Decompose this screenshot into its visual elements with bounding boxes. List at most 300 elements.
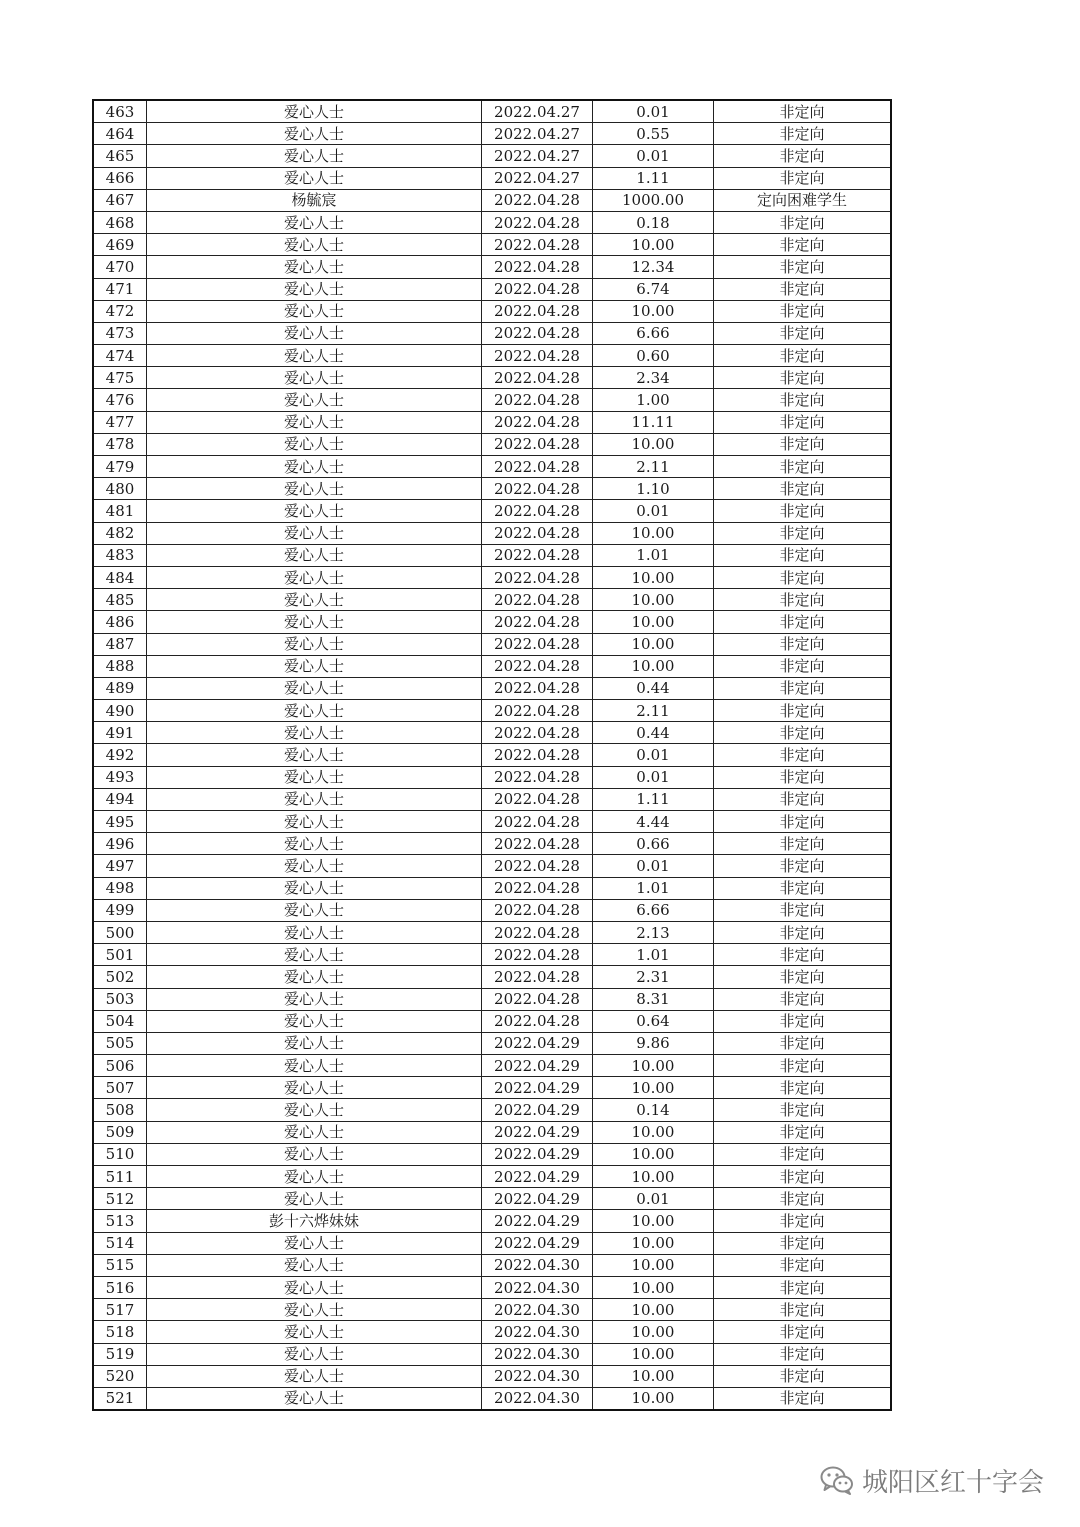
- donation-date: 2022.04.30: [482, 1321, 593, 1343]
- donation-date: 2022.04.29: [482, 1121, 593, 1143]
- donation-amount: 0.44: [593, 722, 714, 744]
- row-number: 498: [93, 877, 147, 899]
- donor-name: 杨毓宸: [147, 189, 482, 211]
- donation-type: 非定向: [714, 522, 892, 544]
- table-row: [93, 1188, 891, 1210]
- donation-amount: 10.00: [593, 522, 714, 544]
- table-row: [93, 966, 891, 988]
- donation-type: 非定向: [714, 1010, 892, 1032]
- donation-type: 非定向: [714, 100, 892, 123]
- table-row: [93, 145, 891, 167]
- donation-date: 2022.04.30: [482, 1365, 593, 1387]
- donation-type: 非定向: [714, 611, 892, 633]
- row-number: 505: [93, 1032, 147, 1054]
- donor-name: 爱心人士: [147, 833, 482, 855]
- donation-type: 非定向: [714, 300, 892, 322]
- donation-date: 2022.04.28: [482, 278, 593, 300]
- row-number: 478: [93, 433, 147, 455]
- row-number: 486: [93, 611, 147, 633]
- table-row: [93, 367, 891, 389]
- donation-type: 非定向: [714, 633, 892, 655]
- donation-amount: 10.00: [593, 433, 714, 455]
- row-number: 496: [93, 833, 147, 855]
- table-row: [93, 433, 891, 455]
- donation-amount: 10.00: [593, 1166, 714, 1188]
- donation-type: 非定向: [714, 1299, 892, 1321]
- donation-date: 2022.04.28: [482, 766, 593, 788]
- donation-amount: 10.00: [593, 1321, 714, 1343]
- row-number: 487: [93, 633, 147, 655]
- donation-amount: 0.66: [593, 833, 714, 855]
- donation-date: 2022.04.29: [482, 1055, 593, 1077]
- row-number: 509: [93, 1121, 147, 1143]
- donation-type: 非定向: [714, 411, 892, 433]
- donation-amount: 0.64: [593, 1010, 714, 1032]
- row-number: 504: [93, 1010, 147, 1032]
- donation-date: 2022.04.28: [482, 300, 593, 322]
- donor-name: 爱心人士: [147, 1077, 482, 1099]
- table-row: [93, 1299, 891, 1321]
- donation-type: 非定向: [714, 256, 892, 278]
- donation-type: 非定向: [714, 145, 892, 167]
- donation-date: 2022.04.27: [482, 145, 593, 167]
- donation-date: 2022.04.28: [482, 655, 593, 677]
- donor-name: 爱心人士: [147, 234, 482, 256]
- table-row: [93, 411, 891, 433]
- row-number: 482: [93, 522, 147, 544]
- donation-date: 2022.04.30: [482, 1387, 593, 1410]
- donation-amount: 8.31: [593, 988, 714, 1010]
- donation-amount: 1.00: [593, 389, 714, 411]
- donation-type: 非定向: [714, 544, 892, 566]
- table-row: [93, 566, 891, 588]
- row-number: 472: [93, 300, 147, 322]
- row-number: 481: [93, 500, 147, 522]
- donor-name: 爱心人士: [147, 100, 482, 123]
- table-row: [93, 788, 891, 810]
- donation-type: 非定向: [714, 1343, 892, 1365]
- donation-type: 非定向: [714, 1099, 892, 1121]
- table-row: [93, 811, 891, 833]
- donor-name: 爱心人士: [147, 278, 482, 300]
- table-row: [93, 1032, 891, 1054]
- donor-name: 爱心人士: [147, 722, 482, 744]
- table-row: [93, 478, 891, 500]
- donor-name: 爱心人士: [147, 677, 482, 699]
- donation-type: 非定向: [714, 966, 892, 988]
- donor-name: 爱心人士: [147, 988, 482, 1010]
- donor-name: 爱心人士: [147, 478, 482, 500]
- donor-name: 爱心人士: [147, 1188, 482, 1210]
- donation-date: 2022.04.27: [482, 100, 593, 123]
- donation-type: 非定向: [714, 1210, 892, 1232]
- row-number: 497: [93, 855, 147, 877]
- donor-name: 爱心人士: [147, 256, 482, 278]
- table-row: [93, 234, 891, 256]
- donation-amount: 10.00: [593, 234, 714, 256]
- row-number: 466: [93, 167, 147, 189]
- donation-date: 2022.04.29: [482, 1032, 593, 1054]
- donation-amount: 10.00: [593, 611, 714, 633]
- table-row: [93, 655, 891, 677]
- donation-date: 2022.04.28: [482, 589, 593, 611]
- donation-amount: 2.34: [593, 367, 714, 389]
- donation-amount: 11.11: [593, 411, 714, 433]
- donation-type: 非定向: [714, 1121, 892, 1143]
- donation-date: 2022.04.28: [482, 966, 593, 988]
- donation-amount: 10.00: [593, 1276, 714, 1298]
- table-row: [93, 544, 891, 566]
- row-number: 494: [93, 788, 147, 810]
- table-row: [93, 1276, 891, 1298]
- table-row: [93, 389, 891, 411]
- donor-name: 爱心人士: [147, 1254, 482, 1276]
- donation-amount: 0.60: [593, 345, 714, 367]
- donor-name: 爱心人士: [147, 589, 482, 611]
- donation-type: 非定向: [714, 389, 892, 411]
- table-row: [93, 500, 891, 522]
- donation-type: 非定向: [714, 1254, 892, 1276]
- donation-date: 2022.04.28: [482, 566, 593, 588]
- donation-amount: 10.00: [593, 633, 714, 655]
- row-number: 500: [93, 921, 147, 943]
- donor-name: 爱心人士: [147, 1143, 482, 1165]
- donation-date: 2022.04.28: [482, 833, 593, 855]
- donor-name: 爱心人士: [147, 433, 482, 455]
- donation-amount: 2.11: [593, 700, 714, 722]
- donation-amount: 1.01: [593, 877, 714, 899]
- donation-date: 2022.04.28: [482, 700, 593, 722]
- donor-name: 爱心人士: [147, 411, 482, 433]
- row-number: 492: [93, 744, 147, 766]
- donation-date: 2022.04.28: [482, 211, 593, 233]
- table-row: [93, 167, 891, 189]
- watermark-text: 城阳区红十字会: [861, 1467, 1044, 1498]
- donation-type: 非定向: [714, 500, 892, 522]
- row-number: 476: [93, 389, 147, 411]
- donor-name: 爱心人士: [147, 655, 482, 677]
- donation-date: 2022.04.28: [482, 722, 593, 744]
- donation-amount: 0.01: [593, 1188, 714, 1210]
- donor-name: 爱心人士: [147, 899, 482, 921]
- table-row: [93, 722, 891, 744]
- donation-date: 2022.04.28: [482, 788, 593, 810]
- donor-name: 爱心人士: [147, 921, 482, 943]
- donor-name: 爱心人士: [147, 300, 482, 322]
- row-number: 519: [93, 1343, 147, 1365]
- donor-name: 爱心人士: [147, 456, 482, 478]
- donor-name: 爱心人士: [147, 788, 482, 810]
- row-number: 521: [93, 1387, 147, 1410]
- table-row: [93, 278, 891, 300]
- donor-name: 爱心人士: [147, 855, 482, 877]
- donation-type: 非定向: [714, 788, 892, 810]
- donation-type: 非定向: [714, 1077, 892, 1099]
- row-number: 499: [93, 899, 147, 921]
- donation-type: 非定向: [714, 722, 892, 744]
- donation-type: 非定向: [714, 700, 892, 722]
- donation-date: 2022.04.28: [482, 611, 593, 633]
- donation-amount: 10.00: [593, 1210, 714, 1232]
- row-number: 468: [93, 211, 147, 233]
- donation-amount: 0.01: [593, 744, 714, 766]
- donation-table: [92, 99, 892, 1411]
- table-row: [93, 633, 891, 655]
- donation-date: 2022.04.28: [482, 234, 593, 256]
- donation-amount: 0.01: [593, 766, 714, 788]
- donation-date: 2022.04.28: [482, 544, 593, 566]
- donation-date: 2022.04.28: [482, 389, 593, 411]
- table-row: [93, 1055, 891, 1077]
- donation-amount: 10.00: [593, 1343, 714, 1365]
- table-row: [93, 1387, 891, 1410]
- row-number: 463: [93, 100, 147, 123]
- donation-type: 非定向: [714, 1276, 892, 1298]
- row-number: 493: [93, 766, 147, 788]
- donation-type: 非定向: [714, 278, 892, 300]
- donation-date: 2022.04.29: [482, 1188, 593, 1210]
- table-row: [93, 1099, 891, 1121]
- row-number: 467: [93, 189, 147, 211]
- table-row: [93, 1365, 891, 1387]
- donation-type: 非定向: [714, 655, 892, 677]
- donation-date: 2022.04.28: [482, 988, 593, 1010]
- donation-amount: 10.00: [593, 300, 714, 322]
- row-number: 480: [93, 478, 147, 500]
- table-row: [93, 855, 891, 877]
- donor-name: 爱心人士: [147, 1010, 482, 1032]
- donation-type: 非定向: [714, 566, 892, 588]
- table-row: [93, 700, 891, 722]
- donor-name: 爱心人士: [147, 1365, 482, 1387]
- donation-date: 2022.04.29: [482, 1143, 593, 1165]
- donor-name: 爱心人士: [147, 1166, 482, 1188]
- donation-amount: 10.00: [593, 589, 714, 611]
- donation-amount: 10.00: [593, 1232, 714, 1254]
- donation-type: 非定向: [714, 1387, 892, 1410]
- donation-amount: 4.44: [593, 811, 714, 833]
- row-number: 507: [93, 1077, 147, 1099]
- donor-name: 爱心人士: [147, 944, 482, 966]
- donation-amount: 10.00: [593, 1055, 714, 1077]
- donor-name: 爱心人士: [147, 145, 482, 167]
- donation-date: 2022.04.27: [482, 123, 593, 145]
- donation-table-body: [93, 100, 891, 1410]
- donor-name: 爱心人士: [147, 544, 482, 566]
- table-row: [93, 988, 891, 1010]
- row-number: 479: [93, 456, 147, 478]
- row-number: 491: [93, 722, 147, 744]
- table-row: [93, 1343, 891, 1365]
- table-row: [93, 256, 891, 278]
- row-number: 512: [93, 1188, 147, 1210]
- table-row: [93, 189, 891, 211]
- row-number: 518: [93, 1321, 147, 1343]
- table-row: [93, 677, 891, 699]
- row-number: 489: [93, 677, 147, 699]
- donation-date: 2022.04.28: [482, 877, 593, 899]
- row-number: 517: [93, 1299, 147, 1321]
- donation-date: 2022.04.28: [482, 855, 593, 877]
- donor-name: 爱心人士: [147, 1276, 482, 1298]
- donation-type: 非定向: [714, 1188, 892, 1210]
- donor-name: 爱心人士: [147, 1099, 482, 1121]
- table-row: [93, 833, 891, 855]
- table-row: [93, 921, 891, 943]
- donation-amount: 0.01: [593, 500, 714, 522]
- donation-type: 非定向: [714, 988, 892, 1010]
- donation-amount: 10.00: [593, 1387, 714, 1410]
- table-row: [93, 766, 891, 788]
- table-row: [93, 944, 891, 966]
- donation-date: 2022.04.29: [482, 1077, 593, 1099]
- donation-amount: 1.01: [593, 944, 714, 966]
- row-number: 515: [93, 1254, 147, 1276]
- donation-type: 非定向: [714, 811, 892, 833]
- donation-date: 2022.04.28: [482, 522, 593, 544]
- donor-name: 彭十六烨妹妹: [147, 1210, 482, 1232]
- table-row: [93, 899, 891, 921]
- donation-amount: 12.34: [593, 256, 714, 278]
- donation-type: 非定向: [714, 1055, 892, 1077]
- row-number: 516: [93, 1276, 147, 1298]
- donation-type: 非定向: [714, 345, 892, 367]
- donor-name: 爱心人士: [147, 1321, 482, 1343]
- donation-date: 2022.04.28: [482, 345, 593, 367]
- donation-type: 非定向: [714, 944, 892, 966]
- table-row: [93, 744, 891, 766]
- donation-type: 非定向: [714, 211, 892, 233]
- donation-type: 非定向: [714, 433, 892, 455]
- table-row: [93, 100, 891, 123]
- donation-amount: 10.00: [593, 1143, 714, 1165]
- table-row: [93, 456, 891, 478]
- row-number: 495: [93, 811, 147, 833]
- table-row: [93, 300, 891, 322]
- donation-date: 2022.04.28: [482, 411, 593, 433]
- donation-type: 非定向: [714, 855, 892, 877]
- donation-amount: 1.11: [593, 788, 714, 810]
- table-row: [93, 1143, 891, 1165]
- donation-date: 2022.04.27: [482, 167, 593, 189]
- donation-date: 2022.04.28: [482, 322, 593, 344]
- donor-name: 爱心人士: [147, 811, 482, 833]
- table-row: [93, 123, 891, 145]
- donation-amount: 10.00: [593, 655, 714, 677]
- donation-date: 2022.04.30: [482, 1276, 593, 1298]
- table-row: [93, 1077, 891, 1099]
- donation-amount: 2.31: [593, 966, 714, 988]
- donation-amount: 10.00: [593, 566, 714, 588]
- table-row: [93, 589, 891, 611]
- row-number: 473: [93, 322, 147, 344]
- row-number: 502: [93, 966, 147, 988]
- donation-date: 2022.04.28: [482, 1010, 593, 1032]
- table-row: [93, 877, 891, 899]
- donation-date: 2022.04.30: [482, 1254, 593, 1276]
- donation-amount: 0.14: [593, 1099, 714, 1121]
- row-number: 469: [93, 234, 147, 256]
- donation-type: 非定向: [714, 1365, 892, 1387]
- row-number: 520: [93, 1365, 147, 1387]
- row-number: 465: [93, 145, 147, 167]
- donation-amount: 9.86: [593, 1032, 714, 1054]
- donor-name: 爱心人士: [147, 389, 482, 411]
- donor-name: 爱心人士: [147, 1055, 482, 1077]
- row-number: 506: [93, 1055, 147, 1077]
- table-row: [93, 345, 891, 367]
- donation-type: 非定向: [714, 1232, 892, 1254]
- donation-type: 非定向: [714, 589, 892, 611]
- donation-amount: 6.66: [593, 899, 714, 921]
- donation-amount: 0.55: [593, 123, 714, 145]
- donor-name: 爱心人士: [147, 766, 482, 788]
- donation-type: 非定向: [714, 1166, 892, 1188]
- table-row: [93, 322, 891, 344]
- donation-type: 非定向: [714, 367, 892, 389]
- donation-type: 非定向: [714, 456, 892, 478]
- donation-amount: 0.18: [593, 211, 714, 233]
- row-number: 471: [93, 278, 147, 300]
- row-number: 475: [93, 367, 147, 389]
- donor-name: 爱心人士: [147, 345, 482, 367]
- donation-type: 非定向: [714, 1032, 892, 1054]
- donation-type: 非定向: [714, 478, 892, 500]
- donation-date: 2022.04.28: [482, 921, 593, 943]
- row-number: 470: [93, 256, 147, 278]
- donor-name: 爱心人士: [147, 1032, 482, 1054]
- donor-name: 爱心人士: [147, 1299, 482, 1321]
- row-number: 488: [93, 655, 147, 677]
- donation-amount: 0.44: [593, 677, 714, 699]
- table-row: [93, 1254, 891, 1276]
- donation-type: 非定向: [714, 1321, 892, 1343]
- table-row: [93, 1210, 891, 1232]
- wechat-icon: [820, 1465, 854, 1495]
- donation-date: 2022.04.29: [482, 1099, 593, 1121]
- donation-date: 2022.04.28: [482, 744, 593, 766]
- donation-type: 非定向: [714, 899, 892, 921]
- donation-date: 2022.04.28: [482, 256, 593, 278]
- donor-name: 爱心人士: [147, 1343, 482, 1365]
- donation-type: 非定向: [714, 677, 892, 699]
- donation-amount: 10.00: [593, 1254, 714, 1276]
- donor-name: 爱心人士: [147, 744, 482, 766]
- donation-type: 非定向: [714, 833, 892, 855]
- row-number: 508: [93, 1099, 147, 1121]
- donation-type: 非定向: [714, 744, 892, 766]
- donor-name: 爱心人士: [147, 522, 482, 544]
- donor-name: 爱心人士: [147, 700, 482, 722]
- row-number: 477: [93, 411, 147, 433]
- donor-name: 爱心人士: [147, 611, 482, 633]
- row-number: 490: [93, 700, 147, 722]
- donation-amount: 0.01: [593, 855, 714, 877]
- donation-amount: 6.74: [593, 278, 714, 300]
- donation-type: 非定向: [714, 322, 892, 344]
- donation-type: 非定向: [714, 877, 892, 899]
- donation-date: 2022.04.28: [482, 677, 593, 699]
- donation-type: 非定向: [714, 766, 892, 788]
- table-row: [93, 1166, 891, 1188]
- table-row: [93, 522, 891, 544]
- donation-date: 2022.04.28: [482, 478, 593, 500]
- donation-amount: 0.01: [593, 145, 714, 167]
- watermark: [820, 1462, 1044, 1498]
- donation-date: 2022.04.29: [482, 1166, 593, 1188]
- donation-type: 非定向: [714, 1143, 892, 1165]
- donation-date: 2022.04.28: [482, 189, 593, 211]
